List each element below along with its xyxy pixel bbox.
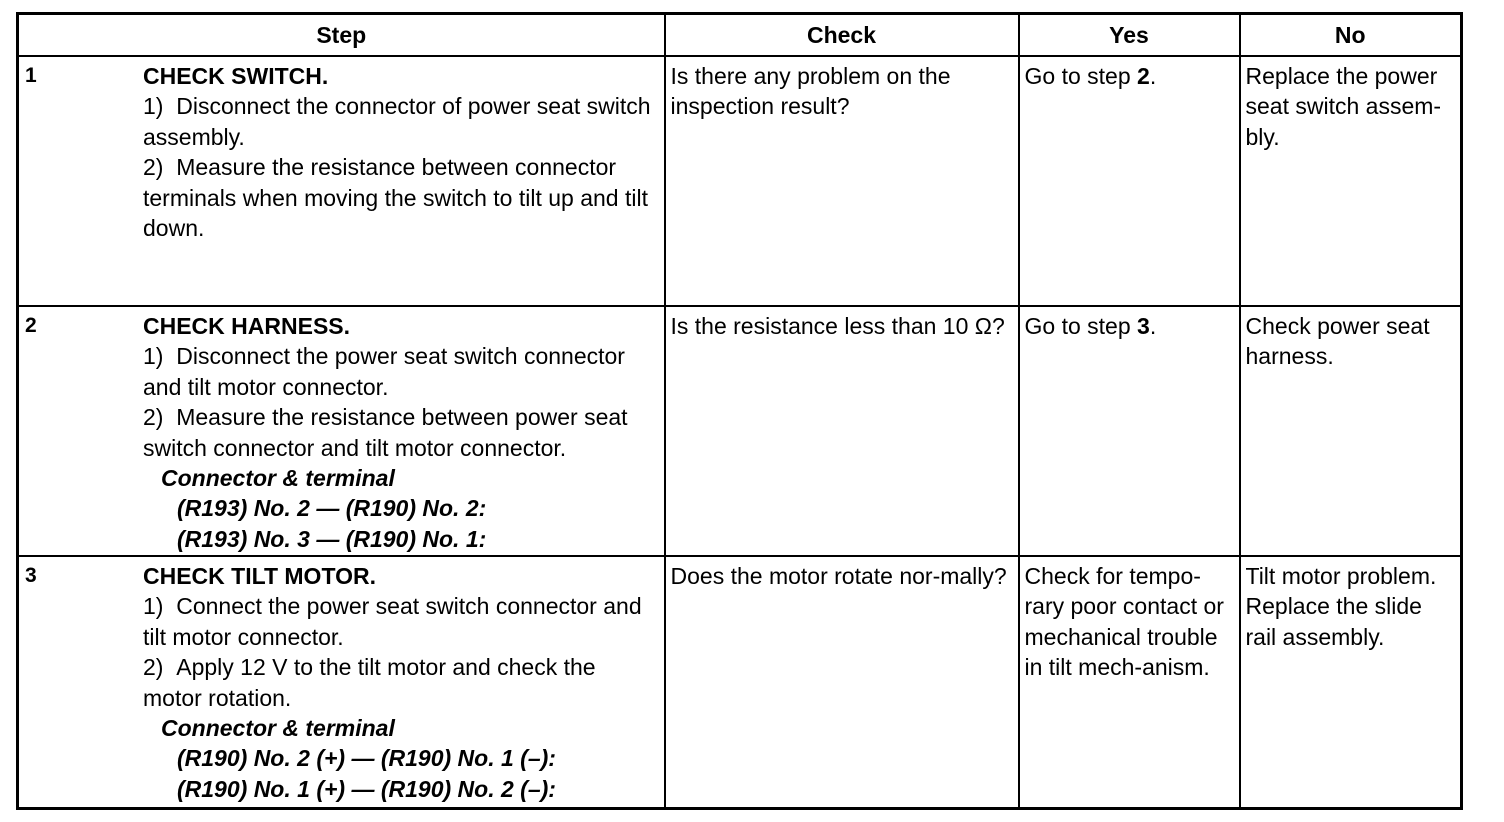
step-instruction: 1) Connect the power seat switch connector and tilt motor connector. [143,593,642,650]
no-cell [1240,56,1462,306]
header-yes: Yes [1019,14,1240,57]
check-cell [665,556,1019,809]
yes-text: Go to step [1024,63,1138,89]
diagnostic-table [16,12,1463,810]
check-text: Is there any problem on the inspection result? [670,63,951,120]
connector-heading: Connector & terminal [161,715,395,742]
no-text: Check power seat harness. [1245,313,1430,370]
yes-cell [1019,556,1240,809]
no-cell [1240,306,1462,556]
step-cell [18,56,665,306]
step-title: CHECK SWITCH. [143,63,329,89]
step-instruction: 2) Apply 12 V to the tilt motor and check the motor rotation. [143,654,596,711]
step-number: 3 [25,564,37,587]
table-row [18,556,1462,809]
step-number: 2 [25,314,37,337]
no-text: Replace the power seat switch assem-bly. [1245,63,1442,150]
step-instruction: 2) Measure the resistance between power seat switch connector and tilt motor connector. [143,404,628,461]
step-title: CHECK TILT MOTOR. [143,563,376,589]
yes-cell [1019,56,1240,306]
yes-text-end: . [1149,63,1157,89]
step-instruction: 1) Disconnect the power seat switch connector and tilt motor connector. [143,343,625,400]
connector-line: (R193) No. 2 — (R190) No. 2: [177,495,487,522]
check-text: Does the motor rotate nor-mally? [670,563,1007,589]
check-text: Is the resistance less than 10 Ω? [670,313,1005,339]
connector-line: (R190) No. 2 (+) — (R190) No. 1 (–): [177,745,556,772]
check-cell [665,56,1019,306]
step-title: CHECK HARNESS. [143,313,351,339]
connector-heading: Connector & terminal [161,465,395,492]
connector-line: (R190) No. 1 (+) — (R190) No. 2 (–): [177,775,556,802]
header-row [18,14,1462,57]
yes-text: Check for tempo-rary poor contact or mechanical trouble in tilt mech-anism. [1024,563,1224,681]
header-check: Check [665,14,1019,57]
step-cell [18,306,665,556]
step-number: 1 [25,64,37,87]
yes-step-ref: 3 [1137,313,1150,339]
step-instruction: 2) Measure the resistance between connector terminals when moving the switch to tilt up and tilt down. [143,154,648,242]
yes-text-end: . [1149,313,1157,339]
yes-step-ref: 2 [1137,63,1150,89]
table-row [18,56,1462,306]
table-row [18,306,1462,556]
yes-cell [1019,306,1240,556]
connector-line: (R193) No. 3 — (R190) No. 1: [177,525,487,552]
no-cell [1240,556,1462,809]
header-no: No [1240,14,1462,57]
check-cell [665,306,1019,556]
step-cell [18,556,665,809]
no-text: Tilt motor problem. Replace the slide rail assembly. [1245,563,1437,650]
header-step: Step [18,14,665,57]
step-instruction: 1) Disconnect the connector of power seat switch assembly. [143,93,651,150]
yes-text: Go to step [1024,313,1138,339]
